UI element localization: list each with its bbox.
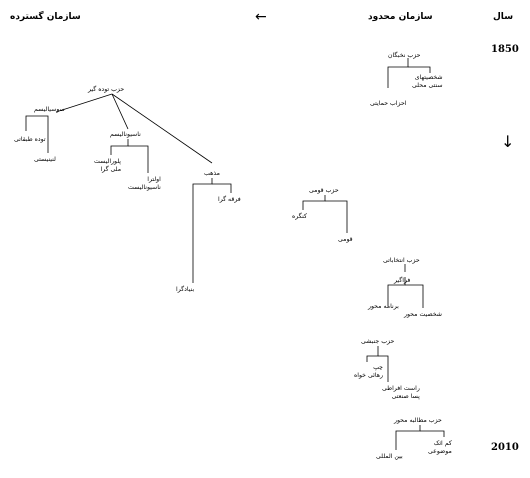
local-traditional-figures-node: شخصیتهای سنتی محلی [412, 74, 443, 89]
down-arrow-icon: ↓ [501, 132, 515, 151]
movement-party-node: حزب جنبشی [361, 338, 395, 345]
limited-organization-header: سازمان محدود [368, 12, 433, 22]
mass-party-node: حزب توده گیر [88, 86, 125, 93]
pluralist-nationalist-node: پلورالیست ملی گرا [94, 158, 122, 173]
congress-node: کنگره [292, 213, 307, 220]
personality-based-node: شخصیت محور [404, 311, 442, 318]
ethnic-party-node: حزب قومی [309, 187, 339, 194]
year-end: 2010 [491, 442, 519, 453]
electoral-party-node: حزب انتخاباتی [383, 257, 420, 264]
class-mass-node: توده طبقاتی [14, 136, 46, 143]
sectarian-node: فرقه گرا [218, 196, 241, 203]
fundamentalist-node: بنیادگرا [176, 286, 195, 293]
ultra-nationalist-node: اولترا ناسیونالیست [128, 176, 161, 191]
ethnic-node: قومی [338, 236, 353, 243]
nationalism-node: ناسیونالیسم [110, 131, 141, 138]
post-industrial-far-right-node: راست افراطی پسا صنعتی [382, 385, 420, 400]
year-start: 1850 [491, 44, 519, 55]
leninist-node: لنینیستی [34, 156, 56, 163]
religion-node: مذهب [204, 170, 220, 177]
catch-all-node: فراگیر [394, 277, 411, 284]
left-arrow-icon: ← [255, 9, 267, 25]
international-node: بین المللی [376, 453, 403, 460]
socialism-node: سوسیالیسم [34, 106, 65, 113]
elite-party-node: حزب نخبگان [388, 52, 421, 59]
extended-organization-header: سازمان گسترده [10, 12, 81, 22]
supporting-parties-node: احزاب حمایتی [370, 100, 407, 107]
programmatic-node: برنامه محور [368, 303, 399, 310]
demand-party-node: حزب مطالبه محور [394, 417, 442, 424]
year-column-header: سال [493, 12, 514, 22]
emancipatory-left-node: چپ رهائی خواه [354, 364, 383, 379]
issue-based-node: کم اثک موضوعی [428, 440, 452, 455]
